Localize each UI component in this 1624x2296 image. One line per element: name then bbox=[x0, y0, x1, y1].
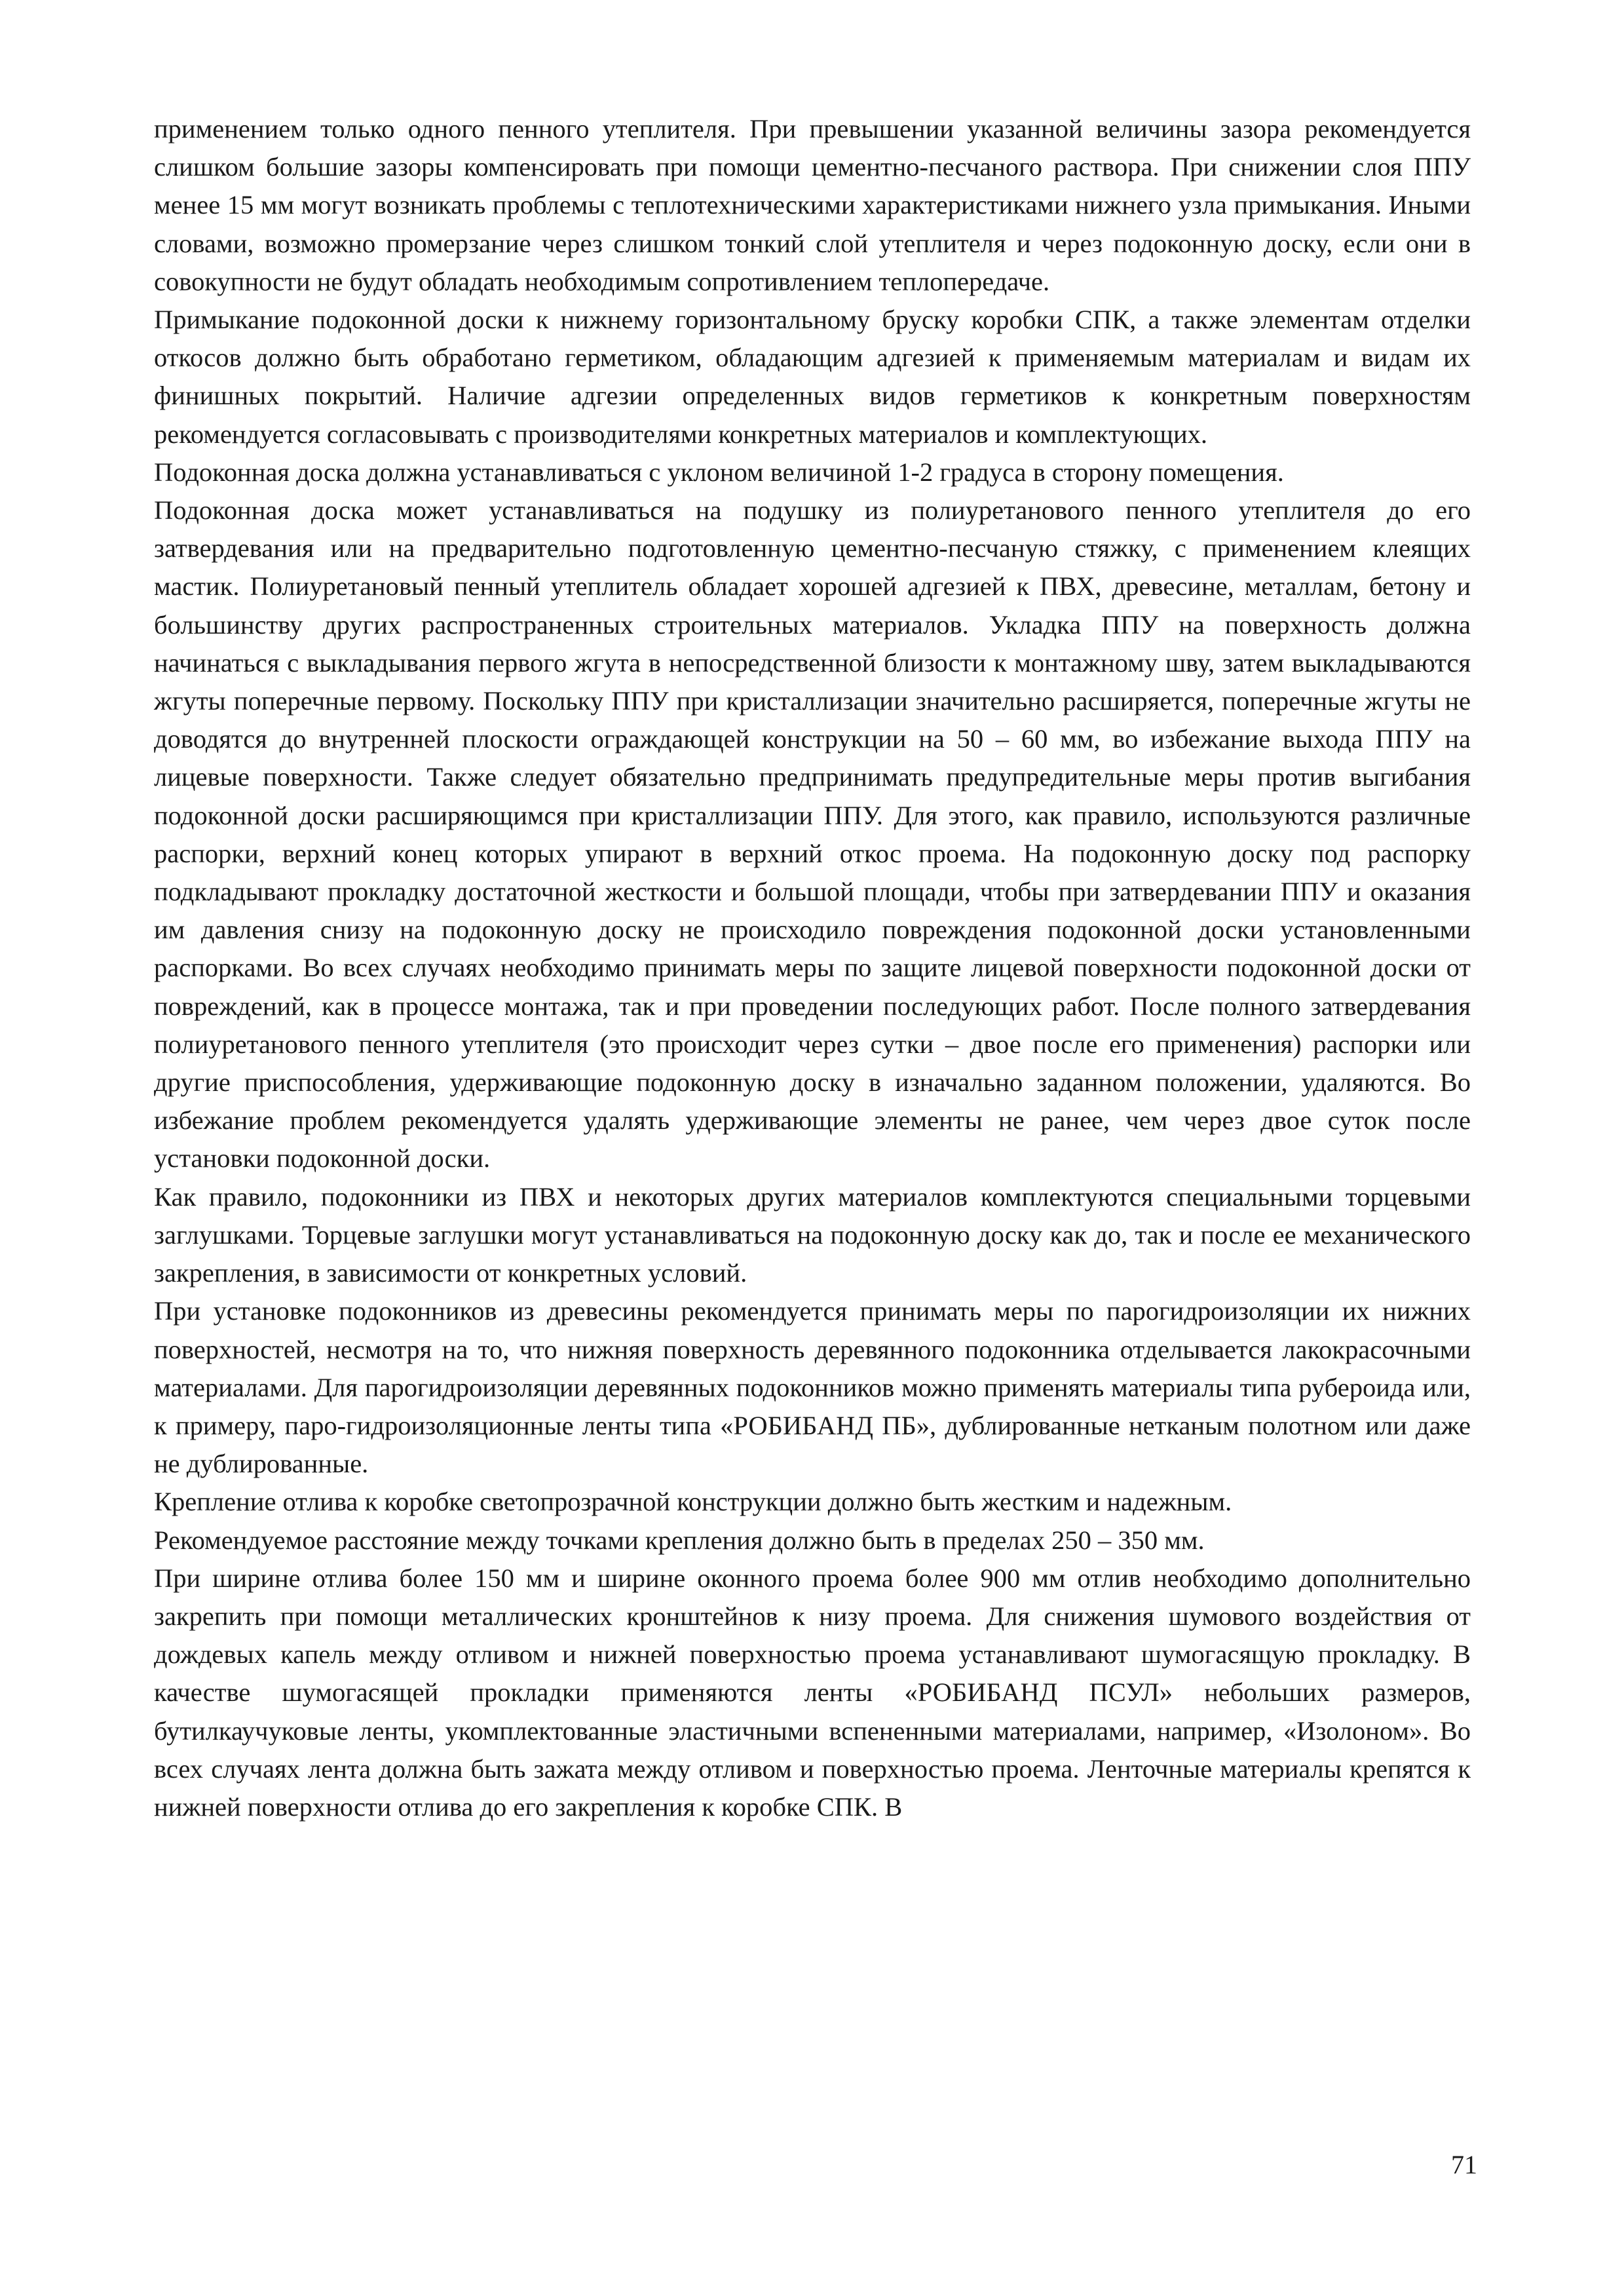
paragraph-8: Рекомендуемое расстояние между точками крепления должно быть в пределах 250 – 350 мм. bbox=[154, 1525, 1205, 1555]
paragraph-9: При ширине отлива более 150 мм и ширине оконного проема более 900 мм отлив необходимо дополнительно закрепить при помощи металлических кронштейнов к низу проема. Для снижения шумового воздействия от дождевых капель между отливом и нижней поверхностью проема устанавливают шумогасящую прокладку. В качестве шумогасящей прокладки применяются ленты «РОБИБАНД ПСУЛ» небольших размеров, бутилкаучуковые ленты, укомплектованные эластичными вспененными материалами, например, «Изолоном». Во всех случаях лента должна быть зажата между отливом и поверхностью проема. Ленточные материалы крепятся к нижней поверхности отлива до его закрепления к коробке СПК. В bbox=[154, 1563, 1471, 1822]
page-number: 71 bbox=[1451, 2150, 1477, 2179]
paragraph-1: применением только одного пенного утеплителя. При превышении указанной величины зазора рекомендуется слишком большие зазоры компенсировать при помощи цементно-песчаного раствора. При снижении слоя ППУ менее 15 мм могут возникать проблемы с теплотехническими характеристиками нижнего узла примыкания. Иными словами, возможно промерзание через слишком тонкий слой утеплителя и через подоконную доску, если они в совокупности не будут обладать необходимым сопротивлением теплопередаче. bbox=[154, 114, 1471, 296]
paragraph-4: Подоконная доска может устанавливаться на подушку из полиуретанового пенного утеплителя до его затвердевания или на предварительно подготовленную цементно-песчаную стяжку, с применением клеящих мастик. Полиуретановый пенный утеплитель обладает хорошей адгезией к ПВХ, древесине, металлам, бетону и большинству других распространенных строительных материалов. Укладка ППУ на поверхность должна начинаться с выкладывания первого жгута в непосредственной близости к монтажному шву, затем выкладываются жгуты поперечные первому. Поскольку ППУ при кристаллизации значительно расширяется, поперечные жгуты не доводятся до внутренней плоскости ограждающей конструкции на 50 – 60 мм, во избежание выхода ППУ на лицевые поверхности. Также следует обязательно предпринимать предупредительные меры против выгибания подоконной доски расширяющимся при кристаллизации ППУ. Для этого, как правило, используются различные распорки, верхний конец которых упирают в верхний откос проема. На подоконную доску под распорку подкладывают прокладку достаточной жесткости и большой площади, чтобы при затвердевании ППУ и оказания им давления снизу на подоконную доску не происходило повреждения подоконной доски установленными распорками. Во всех случаях необходимо принимать меры по защите лицевой поверхности подоконной доски от повреждений, как в процессе монтажа, так и при проведении последующих работ. После полного затвердевания полиуретанового пенного утеплителя (это происходит через сутки – двое после его применения) распорки или другие приспособления, удерживающие подоконную доску в изначально заданном положении, удаляются. Во избежание проблем рекомендуется удалять удерживающие элементы не ранее, чем через двое суток после установки подоконной доски. bbox=[154, 495, 1471, 1174]
paragraph-2: Примыкание подоконной доски к нижнему горизонтальному бруску коробки СПК, а также элементам отделки откосов должно быть обработано герметиком, обладающим адгезией к применяемым материалам и видам их финишных покрытий. Наличие адгезии определенных видов герметиков к конкретным поверхностям рекомендуется согласовывать с производителями конкретных материалов и комплектующих. bbox=[154, 305, 1471, 449]
paragraph-7: Крепление отлива к коробке светопрозрачной конструкции должно быть жестким и надежным. bbox=[154, 1487, 1232, 1517]
paragraph-3: Подоконная доска должна устанавливаться с уклоном величиной 1-2 градуса в сторону помещения. bbox=[154, 457, 1284, 487]
paragraph-6: При установке подоконников из древесины рекомендуется принимать меры по парогидроизоляции их нижних поверхностей, несмотря на то, что нижняя поверхность деревянного подоконника отделывается лакокрасочными материалами. Для парогидроизоляции деревянных подоконников можно применять материалы типа рубероида или, к примеру, паро-гидроизоляционные ленты типа «РОБИБАНД ПБ», дублированные нетканым полотном или даже не дублированные. bbox=[154, 1296, 1471, 1479]
page-body bbox=[154, 110, 1471, 2207]
paragraph-5: Как правило, подоконники из ПВХ и некоторых других материалов комплектуются специальными торцевыми заглушками. Торцевые заглушки могут устанавливаться на подоконную доску как до, так и после ее механического закрепления, в зависимости от конкретных условий. bbox=[154, 1181, 1471, 1288]
